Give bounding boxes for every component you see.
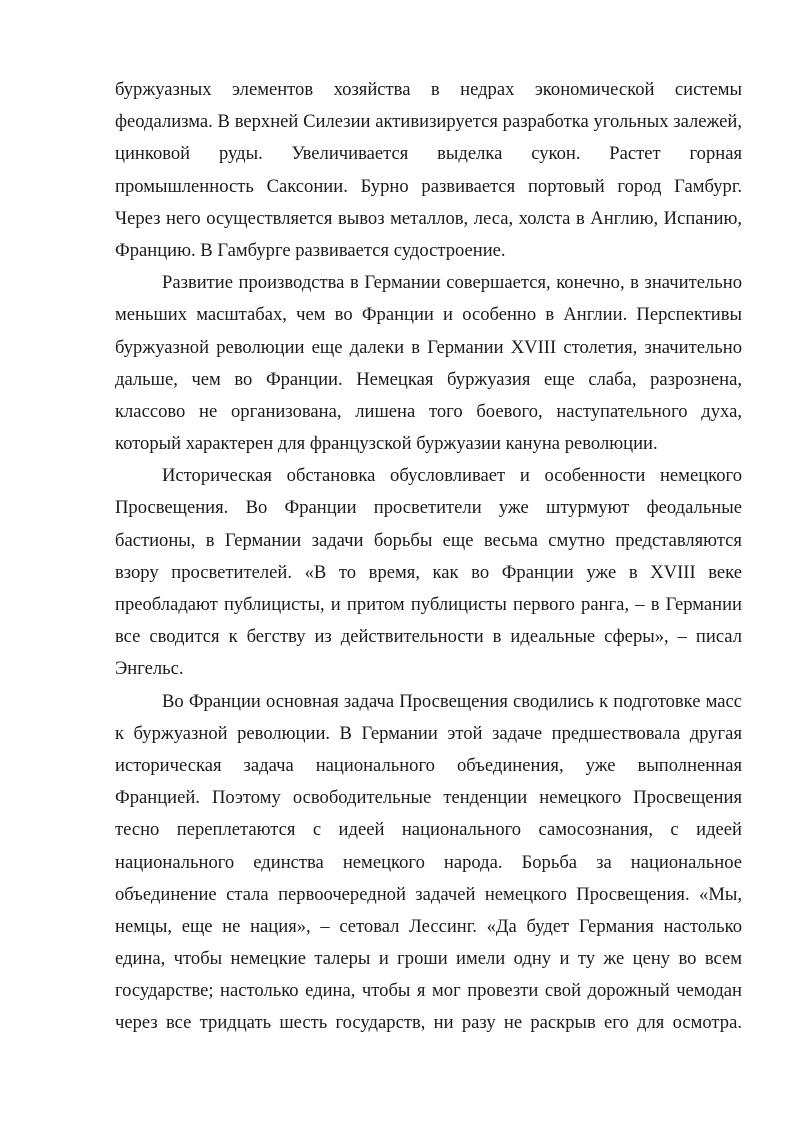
text-line: промышленность Саксонии. Бурно развивается портовый город Гамбург.: [115, 175, 742, 197]
paragraph-first-line: Во Франции основная задача Просвещения сводились к подготовке масс: [162, 690, 742, 712]
text-line: через все тридцать шесть государств, ни разу не раскрыв его для осмотра.: [115, 1012, 742, 1034]
text-line: к буржуазной революции. В Германии этой задаче предшествовала другая: [115, 722, 742, 744]
text-line: цинковой руды. Увеличивается выделка сукон. Растет горная: [115, 143, 742, 165]
paragraph-first-line: Историческая обстановка обусловливает и особенности немецкого: [162, 465, 742, 487]
text-line: бастионы, в Германии задачи борьбы еще весьма смутно представляются: [115, 529, 742, 551]
text-line: тесно переплетаются с идеей национального самосознания, с идеей: [115, 819, 742, 841]
text-line: объединение стала первоочередной задачей немецкого Просвещения. «Мы,: [115, 883, 742, 905]
text-line: меньших масштабах, чем во Франции и особенно в Англии. Перспективы: [115, 304, 742, 326]
text-line: Просвещения. Во Франции просветители уже штурмуют феодальные: [115, 497, 742, 519]
text-line: Энгельс.: [115, 658, 184, 680]
text-line: взору просветителей. «В то время, как во Франции уже в XVIII веке: [115, 561, 742, 583]
text-line: дальше, чем во Франции. Немецкая буржуазия еще слаба, разрознена,: [115, 368, 742, 390]
text-line: который характерен для французской буржуазии кануна революции.: [115, 433, 658, 455]
text-line: буржуазной революции еще далеки в Германии XVIII столетия, значительно: [115, 336, 742, 358]
body-text: [115, 74, 742, 1040]
text-line: преобладают публицисты, и притом публицисты первого ранга, – в Германии: [115, 594, 742, 615]
text-line: классово не организована, лишена того боевого, наступательного духа,: [115, 400, 742, 422]
text-line: историческая задача национального объединения, уже выполненная: [115, 754, 742, 776]
text-line: все сводится к бегству из действительности в идеальные сферы», – писал: [115, 626, 742, 648]
text-line: феодализма. В верхней Силезии активизируется разработка угольных залежей,: [115, 111, 742, 133]
paragraph-first-line: Развитие производства в Германии совершается, конечно, в значительно: [162, 272, 742, 294]
text-line: буржуазных элементов хозяйства в недрах экономической системы: [115, 79, 742, 100]
text-line: Францией. Поэтому освободительные тенденции немецкого Просвещения: [115, 787, 742, 809]
text-line: государстве; настолько едина, чтобы я мог провезти свой дорожный чемодан: [115, 980, 742, 1002]
text-line: Францию. В Гамбурге развивается судостроение.: [115, 239, 506, 261]
text-line: едина, чтобы немецкие талеры и гроши имели одну и ту же цену во всем: [115, 948, 742, 970]
text-line: немцы, еще не нация», – сетовал Лессинг. «Да будет Германия настолько: [115, 915, 742, 937]
text-line: Через него осуществляется вывоз металлов, леса, холста в Англию, Испанию,: [115, 207, 742, 229]
text-line: национального единства немецкого народа. Борьба за национальное: [115, 851, 742, 873]
